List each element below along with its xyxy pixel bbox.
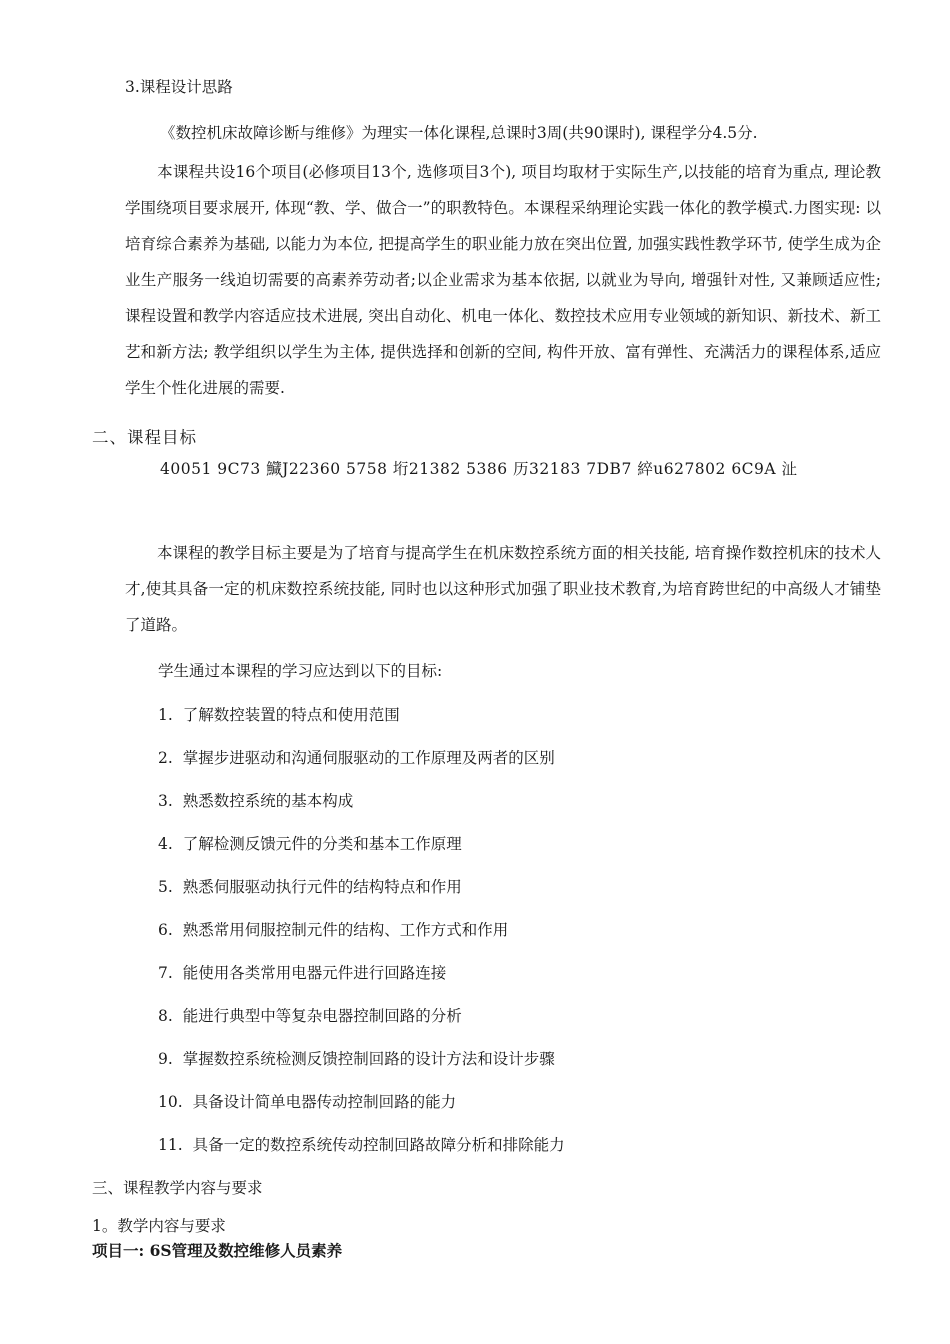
course-intro-line: 《数控机床故障诊断与维修》为理实一体化课程,总课时3周(共90课时), 课程学分4.5分. (160, 124, 758, 142)
goal-number: 9. (158, 1050, 173, 1068)
goal-item (158, 877, 462, 897)
goal-item (158, 705, 400, 725)
goal-text: 熟悉常用伺服控制元件的结构、工作方式和作用 (182, 921, 509, 939)
goal-text: 掌握数控系统检测反馈控制回路的设计方法和设计步骤 (182, 1050, 555, 1068)
garbled-text-line: 40051 9C73 鱵J22360 5758 垳21382 5386 历32183 7DB7 綷u627802 6C9A 沚 (160, 460, 798, 478)
goal-number: 5. (158, 878, 173, 896)
section-3-title: 3.课程设计思路 (125, 78, 233, 96)
goal-item (158, 791, 353, 811)
goals-intro: 学生通过本课程的学习应达到以下的目标: (158, 662, 443, 680)
goal-number: 11. (158, 1136, 183, 1154)
goal-number: 4. (158, 835, 173, 853)
goal-text: 能使用各类常用电器元件进行回路连接 (182, 964, 447, 982)
goal-item (158, 748, 555, 768)
goal-item (158, 1006, 462, 1026)
subsection-title: 1。教学内容与要求 (92, 1217, 226, 1235)
goal-text: 具备设计简单电器传动控制回路的能力 (192, 1093, 457, 1111)
goal-text: 了解检测反馈元件的分类和基本工作原理 (182, 835, 462, 853)
goal-item (158, 834, 462, 854)
goal-item (158, 963, 446, 983)
design-paragraph (125, 154, 881, 406)
goal-paragraph (125, 535, 881, 643)
section-three-title: 三、课程教学内容与要求 (92, 1179, 263, 1197)
goal-number: 7. (158, 964, 173, 982)
goal-text: 熟悉伺服驱动执行元件的结构特点和作用 (182, 878, 462, 896)
goal-item (158, 1135, 565, 1155)
goal-number: 10. (158, 1093, 183, 1111)
design-paragraph-text: 本课程共设16个项目(必修项目13个, 选修项目3个), 项目均取材于实际生产,以技能的培育为重点, 理论教学围绕项目要求展开, 体现“教、学、做合一”的职教特色。本课程采纳理论实践一体化的教学模式.力图实现: 以培育综合素养为基础, 以能力为本位, 把提高学生的职业能力放在突出位置, 加强实践性教学环节, 使学生成为企业生产服务一线迫切需要的高素养劳动者;以企业需求为基本依据, 以就业为导向, 增强针对性, 又兼顾适应性; 课程设置和教学内容适应技术进展, 突出自动化、机电一体化、数控技术应用专业领域的新知识、新技术、新工艺和新方法; 教学组织以学生为主体, 提供选择和创新的空间, 构件开放、富有弹性、充满活力的课程体系,适应学生个性化进展的需要. (125, 163, 881, 397)
goal-text: 熟悉数控系统的基本构成 (182, 792, 354, 810)
goal-text: 能进行典型中等复杂电器控制回路的分析 (182, 1007, 462, 1025)
goal-text: 掌握步进驱动和沟通伺服驱动的工作原理及两者的区别 (182, 749, 555, 767)
goal-number: 2. (158, 749, 173, 767)
goal-item (158, 1049, 555, 1069)
goal-number: 1. (158, 706, 173, 724)
goal-number: 8. (158, 1007, 173, 1025)
project-title: 项目一: 6S管理及数控维修人员素养 (92, 1241, 343, 1260)
goal-text: 具备一定的数控系统传动控制回路故障分析和排除能力 (192, 1136, 565, 1154)
goal-item (158, 1092, 456, 1112)
goal-text: 了解数控装置的特点和使用范围 (182, 706, 400, 724)
section-two-title: 二、课程目标 (92, 428, 197, 447)
goal-item (158, 920, 508, 940)
goal-number: 6. (158, 921, 173, 939)
goal-number: 3. (158, 792, 173, 810)
goal-paragraph-text: 本课程的教学目标主要是为了培育与提高学生在机床数控系统方面的相关技能, 培育操作数控机床的技术人才,使其具备一定的机床数控系统技能, 同时也以这种形式加强了职业技术教育,为培育跨世纪的中高级人才铺垫了道路。 (125, 544, 881, 634)
